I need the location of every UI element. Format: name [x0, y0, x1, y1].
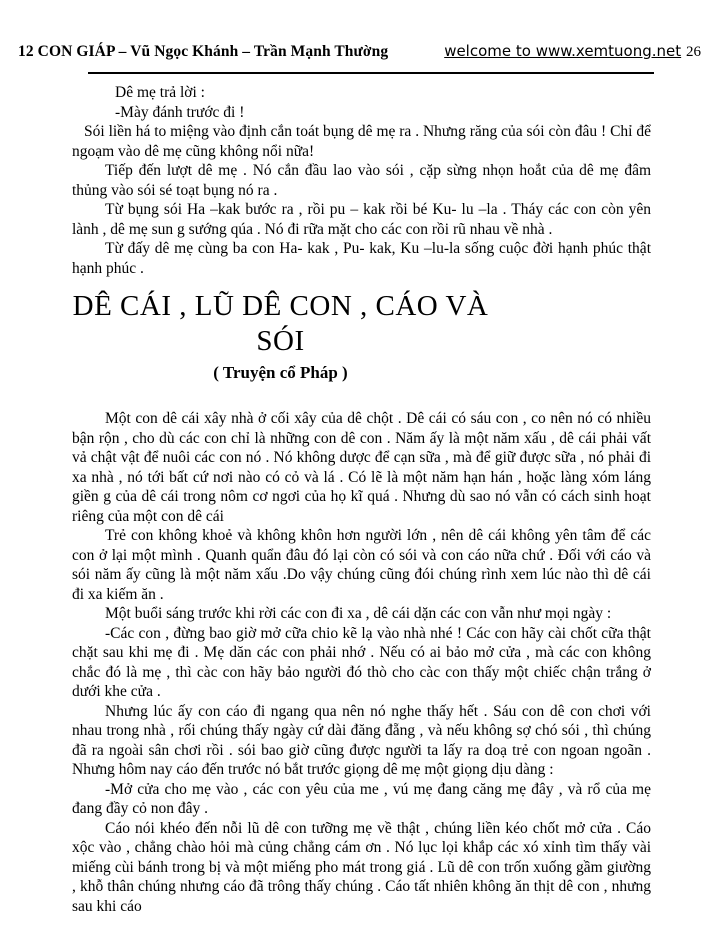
story-title: DÊ CÁI , LŨ DÊ CON , CÁO VÀ SÓI: [72, 290, 489, 357]
story-title-block: [72, 289, 651, 384]
story-subtitle: ( Truyện cổ Pháp ): [213, 363, 348, 382]
story-paragraph: Một buổi sáng trước khi rời các con đi xa , dê cái dặn các con vẫn như mọi ngày :: [105, 605, 612, 622]
intro-paragraph: Từ đấy dê mẹ cùng ba con Ha- kak , Pu- kak, Ku –lu-la sống cuộc đời hạnh phúc thật hạnh phúc .: [72, 240, 651, 277]
page-header: [18, 42, 705, 61]
intro-paragraph: Từ bụng sói Ha –kak bước ra , rồi pu – kak rồi bé Ku- lu –la . Tháy các con còn yên lành , dê mẹ sun g sướng qúa . Nó đi rữa mặt cho các con rồi rũ nhau về nhà .: [72, 201, 651, 238]
intro-paragraph: Dê mẹ trả lời :: [115, 84, 205, 101]
page-number: 26: [686, 44, 701, 60]
header-divider: [88, 72, 654, 74]
intro-paragraph: -Mày đánh trước đi !: [115, 103, 245, 121]
story-paragraph: -Mở cửa cho mẹ vào , các con yêu của me , vú mẹ đang căng mẹ đây , và rổ của mẹ đang đầy cỏ non đây .: [72, 780, 651, 817]
page-body: [72, 83, 651, 916]
story-paragraph: Một con dê cái xây nhà ở cối xây của dê chột . Dê cái có sáu con , co nên nó có nhiều bận rộn , cho dù các con chỉ là những con dê con . Năm ấy là một năm xấu , dê cái phải vất vả chật vật để nuôi các con nó . Nó không dược để cạn sữa , mà để giữ được sữa , nó phải đi xa nhà , nó tới bất cứ nơi nào có cỏ và lá . Có lẽ là một năm hạn hán , hoặc làng xóm láng giền g của dê cái trong nôm cơ ngơi của họ kĩ quá . Nhưng dù sao nó vẫn có cách sinh hoạt riêng của một con dê cái: [72, 410, 651, 525]
story-paragraph: Trẻ con không khoẻ và không khôn hơn người lớn , nên dê cái không yên tâm để các con ở lại một mình . Quanh quẩn đâu đó lại còn có sói và con cáo nữa chứ . Đối với cáo và sói năm ấy cũng là một năm xấu .Do vậy chúng cũng đói chúng rình xem lúc nào thì dê cái đi xa kiếm ăn .: [72, 527, 651, 603]
book-title: 12 CON GIÁP – Vũ Ngọc Khánh – Trần Mạnh Thường: [18, 43, 389, 60]
intro-paragraph: Tiếp đến lượt dê mẹ . Nó cắn đầu lao vào sói , cặp sừng nhọn hoắt của dê mẹ đâm thủng vào sói sé toạt bụng nó ra .: [72, 162, 651, 199]
intro-paragraph: Sói liền há to miệng vào định cắn toát bụng dê mẹ ra . Nhưng răng của sói còn đâu ! Chỉ để ngoạm vào dê mẹ cũng không nổi nữa!: [72, 123, 651, 160]
site-link[interactable]: welcome to www.xemtuong.net: [444, 42, 682, 60]
story-paragraph: Nhưng lúc ấy con cáo đi ngang qua nên nó nghe thấy hết . Sáu con dê con chơi với nhau trong nhà , rối chúng thấy ngày cứ dài đăng đẵng , và nếu không sợ chó sói , thì chúng đã ra ngoài sân chơi rồi . sói bao giờ cũng được người ta lấy ra doạ trẻ con ngoan ngoãn . Nhưng hôm nay cáo đến trước nó bắt trước giọng dê mẹ một giọng dịu dàng :: [72, 702, 651, 778]
story-paragraph: Cáo nói khéo đến nỗi lũ dê con tưỡng mẹ về thật , chúng liền kéo chốt mở cửa . Cáo xộc vào , chẳng chào hỏi mà củng chẳng cám ơn . Nó lục lọi khắp các xó xỉnh tìm thấy vài miếng cùi bánh trong bị và một miếng pho mát trong giá . Lũ dê con trốn xuống gầm giường , khỗ thân chúng nhưng cáo đã trông thấy chúng . Cáo tất nhiên không ăn thịt dê con , nhưng sau khi cáo: [72, 819, 651, 915]
story-paragraph: -Các con , đừng bao giờ mở cữa chio kẽ lạ vào nhà nhé ! Các con hãy cài chốt cữa thật chặt sau khi mẹ đi . Mẹ dăn các con phải nhớ . Nếu có ai bảo mở cửa , mà các con không chắc đó là mẹ , thì càc con hãy bảo người đó thò cho càc con thấy một chiếc chận trắng ở dưới khe cửa .: [72, 624, 651, 700]
